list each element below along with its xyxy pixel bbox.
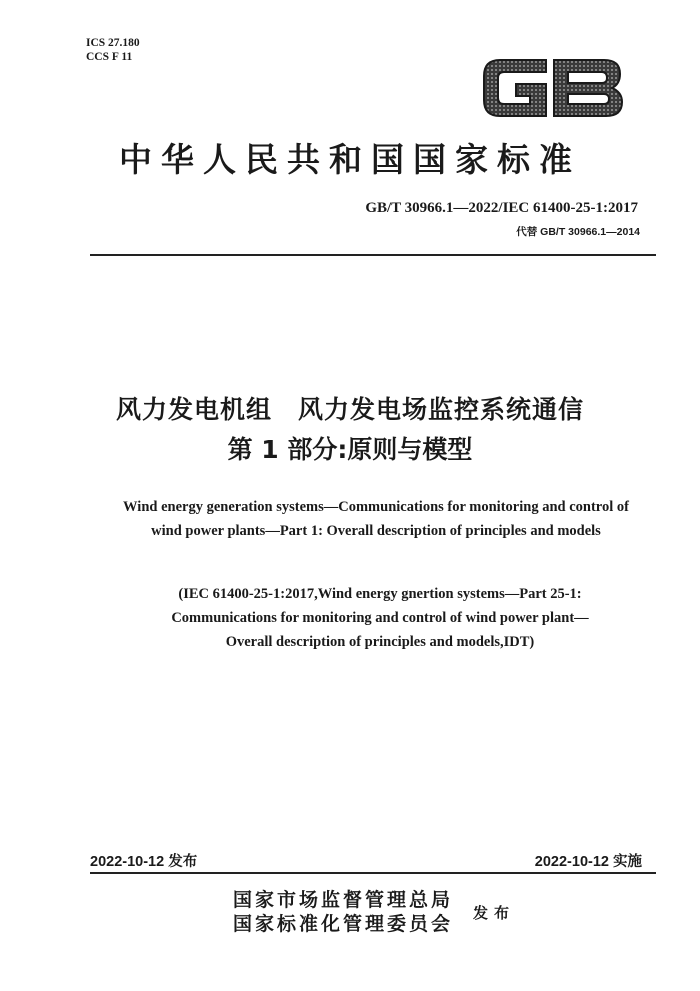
- adoption-statement: [80, 582, 680, 654]
- classification-codes: [86, 36, 140, 64]
- issue-date: 2022-10-12 发布: [90, 854, 198, 870]
- ics-code: ICS 27.180: [86, 37, 140, 49]
- standard-number: GB/T 30966.1—2022/IEC 61400-25-1:2017: [365, 200, 638, 216]
- adoption-line1: (IEC 61400-25-1:2017,Wind energy gnertion systems—Part 25-1:: [178, 586, 582, 602]
- chinese-title-line1: 风力发电机组 风力发电场监控系统通信: [115, 395, 584, 424]
- publishers: [233, 888, 453, 936]
- ccs-code: CCS F 11: [86, 51, 133, 63]
- replaces-note: 代替 GB/T 30966.1—2014: [516, 226, 640, 238]
- publish-label: 发布: [473, 904, 516, 922]
- english-title-line1: Wind energy generation systems—Communications for monitoring and control of: [123, 499, 629, 515]
- publisher-1: 国家市场监督管理总局: [233, 889, 454, 911]
- chinese-title-line2: 第 1 部分:原则与模型: [227, 435, 473, 464]
- implementation-date: 2022-10-12 实施: [534, 854, 642, 870]
- header-divider: [90, 254, 656, 256]
- footer-divider: [90, 872, 656, 874]
- gb-logo: [478, 52, 626, 124]
- english-title-line2: wind power plants—Part 1: Overall description of principles and models: [151, 523, 601, 539]
- adoption-line3: Overall description of principles and models,IDT): [225, 634, 535, 650]
- publisher-2: 国家标准化管理委员会: [233, 913, 454, 935]
- adoption-line2: Communications for monitoring and control of wind power plant—: [171, 610, 589, 626]
- national-standard-heading: 中华人民共和国国家标准: [119, 140, 581, 179]
- english-title: [64, 495, 688, 543]
